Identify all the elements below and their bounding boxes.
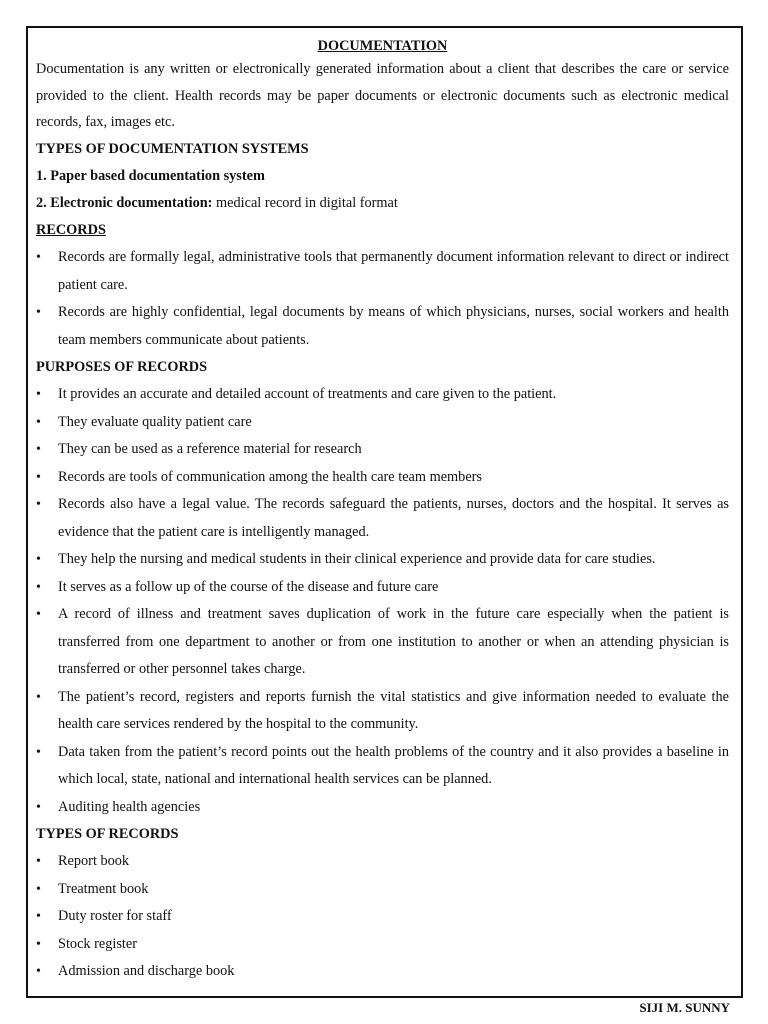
- list-item: [36, 381, 729, 409]
- records-list: [36, 244, 729, 354]
- intro-paragraph: Documentation is any written or electronically generated information about a client that describes the care or service provided to the client. Health records may be paper documents or electronic documents such as electronic medical records, fax, images etc.: [36, 61, 729, 131]
- list-item-text: Data taken from the patient’s record points out the health problems of the country and it also provides a baseline in which local, state, national and international health services can be planned.: [58, 743, 729, 788]
- purposes-list: [36, 381, 729, 821]
- bullet-icon: •: [36, 854, 41, 870]
- list-item-text: Auditing health agencies: [58, 798, 201, 815]
- list-item-text: Duty roster for staff: [58, 908, 172, 925]
- systems-item-paper: 1. Paper based documentation system: [36, 168, 265, 185]
- bullet-icon: •: [36, 497, 41, 513]
- bullet-icon: •: [36, 744, 41, 760]
- list-item-text: Treatment book: [58, 880, 149, 897]
- bullet-icon: •: [36, 689, 41, 705]
- bullet-icon: •: [36, 305, 41, 321]
- list-item: [36, 464, 729, 492]
- list-item: [36, 244, 729, 299]
- list-item: [36, 409, 729, 437]
- purposes-heading: PURPOSES OF RECORDS: [36, 359, 208, 376]
- list-item-text: It provides an accurate and detailed account of treatments and care given to the patient.: [58, 386, 557, 403]
- document-frame: [26, 26, 743, 998]
- list-item: [36, 436, 729, 464]
- bullet-icon: •: [36, 964, 41, 980]
- list-item-text: A record of illness and treatment saves duplication of work in the future care especially when the patient is transferred from one department to another or from one institution to another or when an attending physician is transferred or other personnel takes charge.: [58, 606, 729, 678]
- list-item: [36, 546, 729, 574]
- list-item: [36, 958, 729, 986]
- author-signature: SIJI M. SUNNY: [639, 1000, 730, 1015]
- list-item: [36, 684, 729, 739]
- list-item-text: Records are formally legal, administrative tools that permanently document information relevant to direct or indirect patient care.: [58, 249, 729, 293]
- list-item: [36, 931, 729, 959]
- list-item-text: They help the nursing and medical students in their clinical experience and provide data for care studies.: [58, 551, 656, 568]
- records-heading: RECORDS: [36, 222, 106, 239]
- bullet-icon: •: [36, 250, 41, 266]
- list-item: [36, 848, 729, 876]
- systems-item-electronic: [36, 190, 729, 217]
- list-item: [36, 299, 729, 354]
- systems-item-electronic-label: 2. Electronic documentation:: [36, 195, 213, 212]
- list-item-text: Records are tools of communication among the health care team members: [58, 468, 482, 485]
- list-item: [36, 739, 729, 794]
- bullet-icon: •: [36, 387, 41, 403]
- list-item-text: Report book: [58, 853, 130, 870]
- list-item: [36, 601, 729, 684]
- list-item-text: Admission and discharge book: [58, 963, 235, 980]
- list-item-text: Records also have a legal value. The records safeguard the patients, nurses, doctors and the hospital. It serves as evidence that the patient care is intelligently managed.: [58, 496, 729, 540]
- systems-item-electronic-text: medical record in digital format: [212, 195, 398, 212]
- bullet-icon: •: [36, 414, 41, 430]
- list-item: [36, 903, 729, 931]
- bullet-icon: •: [36, 881, 41, 897]
- bullet-icon: •: [36, 799, 41, 815]
- list-item-text: They can be used as a reference material for research: [58, 441, 362, 458]
- bullet-icon: •: [36, 552, 41, 568]
- bullet-icon: •: [36, 442, 41, 458]
- document-title: DOCUMENTATION: [317, 38, 448, 54]
- list-item-text: Records are highly confidential, legal documents by means of which physicians, nurses, social workers and health team members communicate about patients.: [58, 304, 729, 348]
- bullet-icon: •: [36, 579, 41, 595]
- list-item-text: It serves as a follow up of the course of the disease and future care: [58, 578, 439, 595]
- list-item: [36, 876, 729, 904]
- types-list: [36, 848, 729, 986]
- systems-heading: TYPES OF DOCUMENTATION SYSTEMS: [36, 141, 309, 158]
- list-item-text: They evaluate quality patient care: [58, 413, 252, 430]
- list-item-text: Stock register: [58, 935, 138, 952]
- bullet-icon: •: [36, 909, 41, 925]
- bullet-icon: •: [36, 469, 41, 485]
- bullet-icon: •: [36, 607, 41, 623]
- types-heading: TYPES OF RECORDS: [36, 826, 179, 843]
- list-item: [36, 794, 729, 822]
- bullet-icon: •: [36, 936, 41, 952]
- list-item-text: The patient’s record, registers and reports furnish the vital statistics and give information needed to evaluate the health care services rendered by the hospital to the community.: [58, 688, 729, 733]
- list-item: [36, 491, 729, 546]
- list-item: [36, 574, 729, 602]
